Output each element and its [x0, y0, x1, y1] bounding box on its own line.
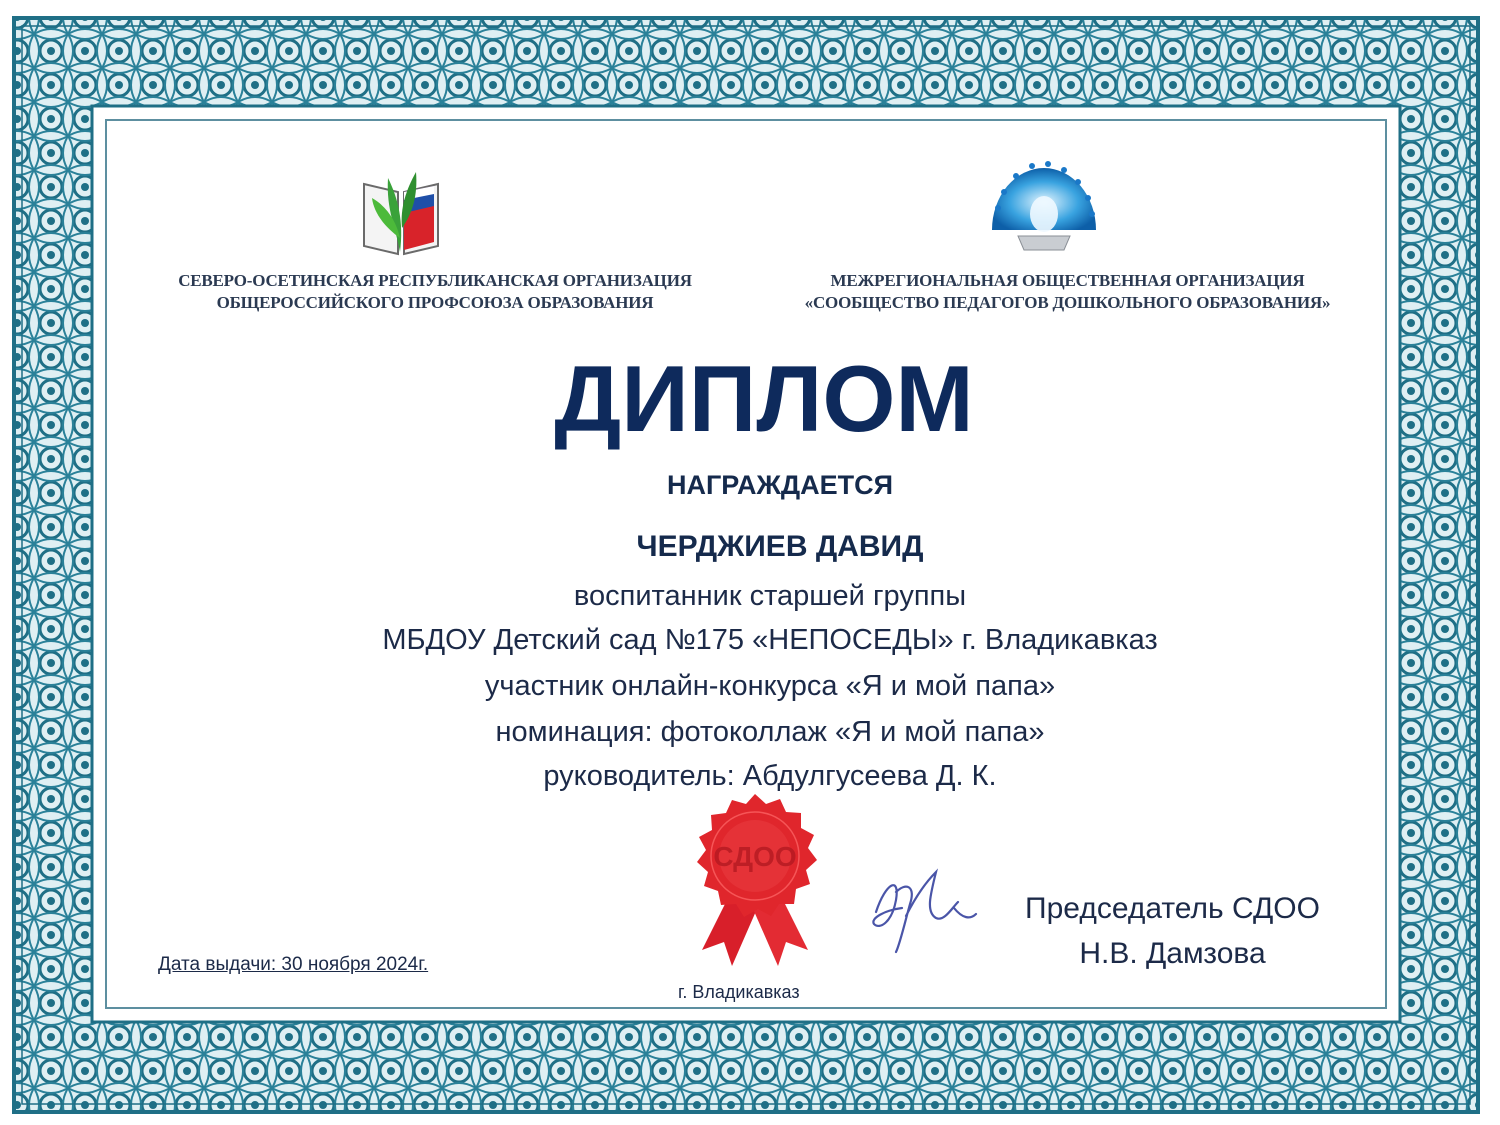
detail-contest: участник онлайн-конкурса «Я и мой папа»: [484, 670, 1056, 702]
recipient-name: ЧЕРДЖИЕВ ДАВИД: [636, 530, 924, 563]
org-right-line1: МЕЖРЕГИОНАЛЬНАЯ ОБЩЕСТВЕННАЯ ОРГАНИЗАЦИЯ: [830, 271, 1305, 290]
awarded-label: НАГРАЖДАЕТСЯ: [667, 470, 893, 500]
issue-city: г. Владикавказ: [678, 982, 800, 1002]
org-right-name: [765, 270, 1370, 314]
profsoyuz-book-logo-icon: [358, 158, 444, 258]
chair-name: Н.В. Дамзова: [1079, 937, 1266, 970]
org-right-line2: «СООБЩЕСТВО ПЕДАГОГОВ ДОШКОЛЬНОГО ОБРАЗОВАНИЯ»: [804, 293, 1331, 312]
sdoo-emblem-icon: [984, 152, 1104, 254]
detail-supervisor: руководитель: Абдулгусеева Д. К.: [543, 760, 997, 792]
chair-title: Председатель СДОО: [1025, 892, 1320, 925]
detail-nomination: номинация: фотоколлаж «Я и мой папа»: [495, 716, 1045, 748]
seal-text: СДОО: [713, 841, 797, 872]
diploma-title: ДИПЛОМ: [554, 346, 974, 451]
issue-date: Дата выдачи: 30 ноября 2024г.: [158, 954, 429, 975]
org-left-line1: СЕВЕРО-ОСЕТИНСКАЯ РЕСПУБЛИКАНСКАЯ ОРГАНИЗАЦИЯ: [178, 271, 692, 290]
detail-school: МБДОУ Детский сад №175 «НЕПОСЕДЫ» г. Владикавказ: [382, 624, 1158, 656]
org-left-line2: ОБЩЕРОССИЙСКОГО ПРОФСОЮЗА ОБРАЗОВАНИЯ: [216, 293, 654, 312]
detail-group: воспитанник старшей группы: [573, 580, 967, 612]
red-wax-seal-icon: [680, 790, 830, 975]
signature-icon: [866, 852, 978, 962]
org-left-name: [140, 270, 730, 314]
